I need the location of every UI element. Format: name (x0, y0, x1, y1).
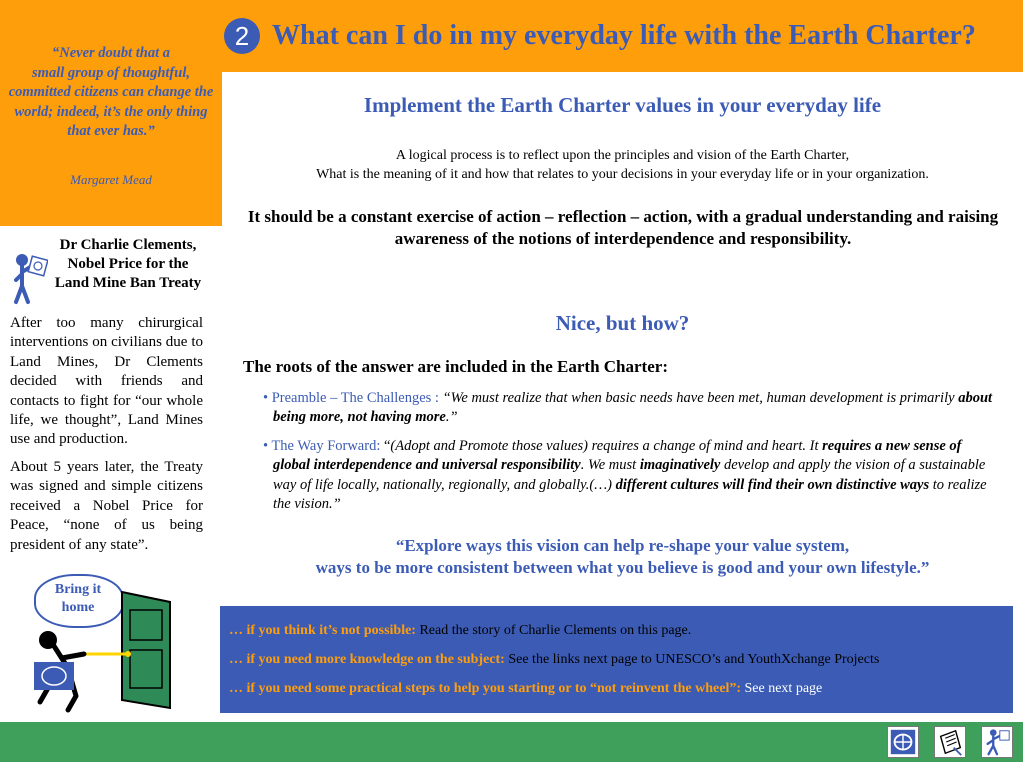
info-line-not-possible (229, 623, 691, 639)
bullet-text: “We must realize that when basic needs have been met, human development is primarily (442, 390, 959, 406)
person-icon[interactable] (981, 726, 1013, 758)
bullet-text: develop and apply the vision of a sustainable way of life locally, nationally, regionally, and globally.(…) (273, 457, 986, 493)
story-heading: Dr Charlie Clements, Nobel Price for the Land Mine Ban Treaty (54, 237, 202, 291)
bullet-way-forward (263, 437, 998, 514)
roots-heading: The roots of the answer are included in the Earth Charter: (243, 357, 668, 376)
person-opening-door-icon (28, 588, 176, 718)
info-prefix: … if you need some practical steps to help you starting or to “not reinvent the wheel”: (229, 681, 745, 696)
bullet-label: The Way Forward: (271, 438, 384, 454)
bullet-emphasis: imaginatively (639, 457, 721, 474)
info-line-practical-steps (229, 681, 822, 697)
info-text: Read the story of Charlie Clements on this page. (419, 623, 692, 638)
info-prefix: … if you think it’s not possible: (229, 623, 420, 638)
quote-line2: small group of thoughtful, committed citizens can change the world; indeed, it’s the only thing that ever has.” (8, 64, 214, 139)
story-paragraph-2: About 5 years later, the Treaty was signed and simple citizens received a Nobel Price for Peace, “none of us being president of any state”. (10, 459, 203, 553)
quote-author: Margaret Mead (70, 172, 152, 187)
bullet-text: . We must (580, 457, 640, 474)
process-line-2: What is the meaning of it and how that relates to your decisions in your everyday life or in your organization. (316, 167, 929, 182)
exercise-paragraph: It should be a constant exercise of action – reflection – action, with a gradual understanding and raising awareness of the notions of interdependence and responsibility. (247, 207, 999, 248)
document-icon[interactable] (934, 726, 966, 758)
explore-quote (222, 535, 1023, 579)
process-paragraph (222, 146, 1023, 184)
info-text: See next page (744, 681, 823, 696)
bullet-dot: • (263, 438, 272, 454)
process-line-1: A logical process is to reflect upon the principles and vision of the Earth Charter, (395, 148, 850, 163)
info-text: See the links next page to UNESCO’s and YouthXchange Projects (508, 652, 880, 667)
bullet-text-end: .” (445, 409, 458, 426)
quote-line1: “Never doubt that a (51, 45, 170, 61)
nice-but-how-heading: Nice, but how? (555, 311, 690, 335)
bullet-text: (Adopt and Promote those values) requires a change of mind and heart. It (390, 438, 823, 454)
info-line-knowledge (229, 652, 879, 668)
globe-icon[interactable] (887, 726, 919, 758)
explore-line-1: “Explore ways this vision can help re-shape your value system, (395, 536, 850, 555)
bullet-preamble (263, 389, 998, 428)
thinking-person-icon (12, 252, 48, 306)
bullet-emphasis: different cultures will find their own distinctive ways (615, 476, 930, 493)
explore-line-2: ways to be more consistent between what you believe is good and your own lifestyle.” (315, 558, 930, 577)
bullet-dot: • (263, 390, 272, 406)
info-prefix: … if you need more knowledge on the subject: (229, 652, 509, 667)
quote-text (6, 44, 216, 142)
bullet-text-end: to realize the vision.” (273, 476, 987, 512)
page-title: What can I do in my everyday life with the Earth Charter? (272, 20, 976, 51)
bubble-line-2: home (61, 600, 95, 615)
section-number-badge: 2 (224, 18, 260, 54)
story-paragraph-1: After too many chirurgical interventions on civilians due to Land Mines, Dr Clements decided with friends and contacts to fight for “our whole life, we thought”, Land Mines use and production. (10, 315, 203, 448)
quote-open: “ (383, 438, 391, 454)
implement-heading: Implement the Earth Charter values in your everyday life (363, 93, 882, 117)
bubble-line-1: Bring it (54, 582, 102, 597)
bullet-emphasis: requires a new sense of global interdependence and universal responsibility (273, 438, 962, 474)
footer-band (0, 722, 1023, 762)
bullet-emphasis: about being more, not having more (273, 390, 993, 426)
bullet-label: Preamble – The Challenges : (271, 390, 443, 406)
